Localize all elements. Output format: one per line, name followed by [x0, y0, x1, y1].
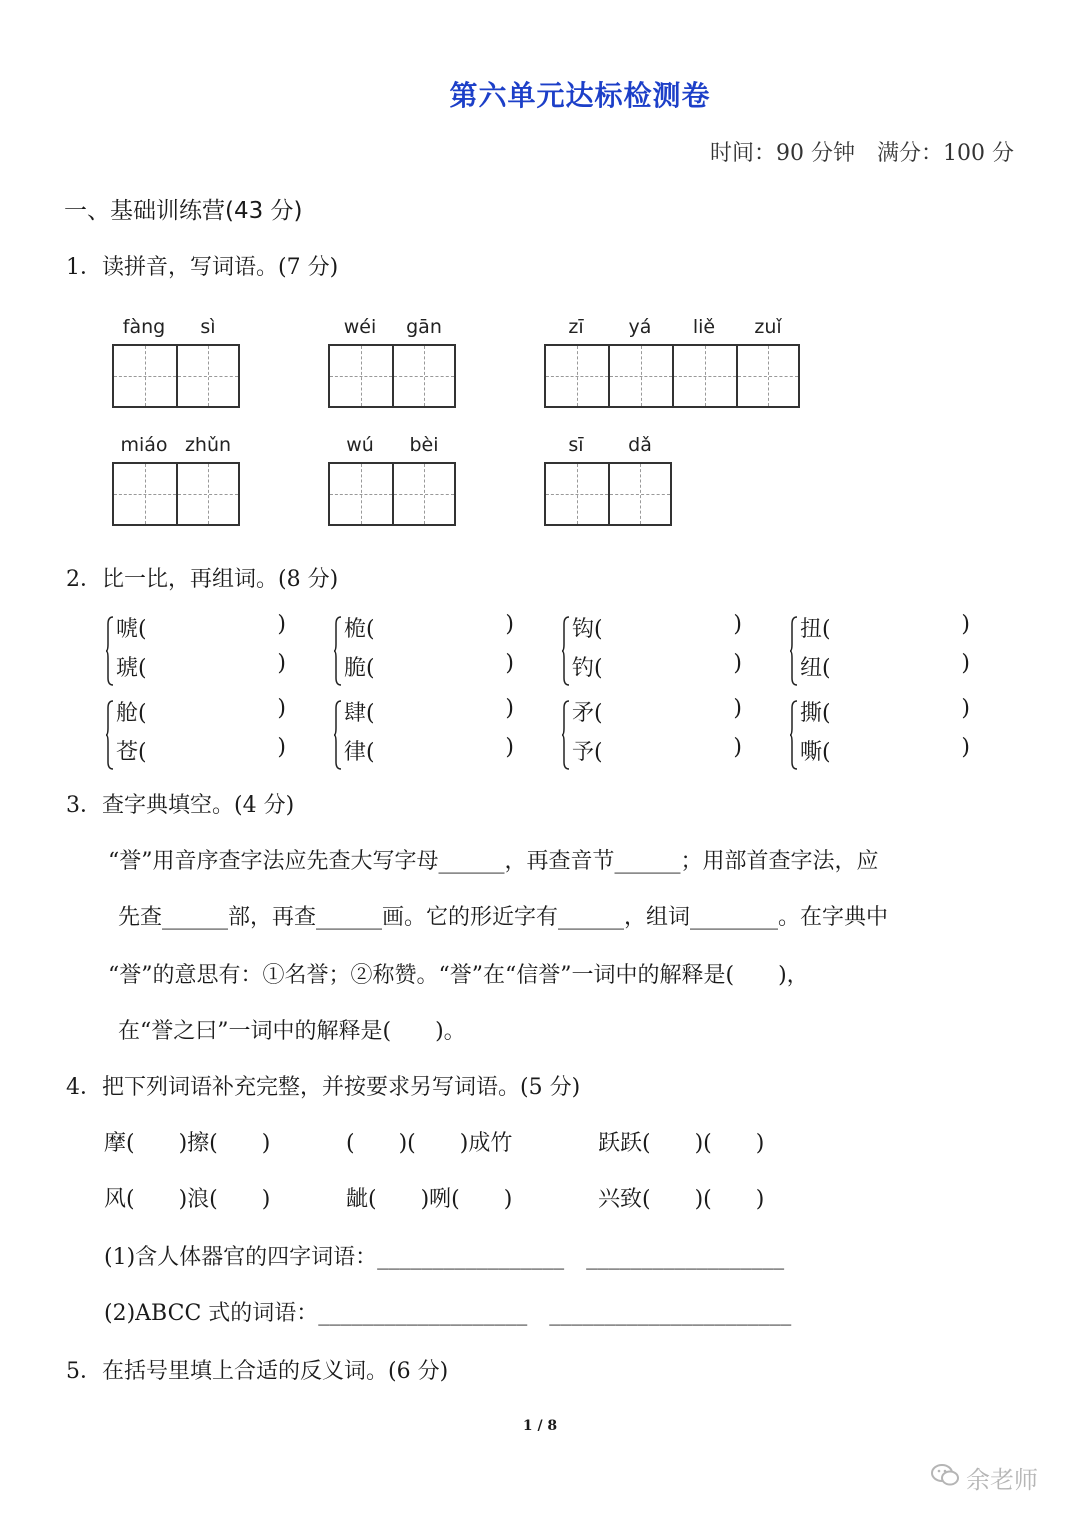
writing-box[interactable]: [544, 462, 608, 526]
brace-icon: [562, 616, 570, 686]
close-paren: ): [505, 612, 514, 637]
compare-pair: [790, 612, 970, 692]
fill-in-line: “誉”用音序查字法应先查大写字母______，再查音节______；用部首查字法，应: [108, 849, 879, 874]
pinyin-grid-3: [544, 310, 800, 408]
idiom-blank: 摩( )擦( ): [104, 1131, 271, 1156]
compare-pair: [334, 612, 514, 692]
compare-char: 脆(: [344, 656, 375, 681]
exam-meta: 时间：90 分钟 满分：100 分: [710, 141, 1014, 166]
writing-box[interactable]: [392, 462, 456, 526]
section-heading: 一、基础训练营(43 分): [64, 198, 303, 224]
compare-char: 唬(: [116, 617, 147, 642]
writing-box[interactable]: [176, 462, 240, 526]
pinyin-text: sī: [568, 434, 584, 456]
pinyin-text: fàng: [122, 316, 166, 338]
writing-box[interactable]: [736, 344, 800, 408]
close-paren: ): [961, 696, 970, 721]
compare-char: 嘶(: [800, 740, 831, 765]
writing-box[interactable]: [112, 462, 176, 526]
writing-box[interactable]: [176, 344, 240, 408]
brace-icon: [790, 616, 798, 686]
pinyin-text: gān: [406, 316, 442, 338]
idiom-blank: 龇( )咧( ): [346, 1187, 513, 1212]
close-paren: ): [961, 612, 970, 637]
pinyin-grid-2: [328, 310, 456, 408]
fill-in-line: 先查______部，再查______画。它的形近字有______，组词________。在字典中: [118, 905, 889, 930]
compare-char: 扭(: [800, 617, 831, 642]
close-paren: ): [733, 735, 742, 760]
compare-char: 桅(: [344, 617, 375, 642]
writing-box[interactable]: [672, 344, 736, 408]
pinyin-text: zhǔn: [184, 434, 232, 456]
pinyin-text: wú: [346, 434, 374, 456]
close-paren: ): [505, 651, 514, 676]
writing-box[interactable]: [328, 344, 392, 408]
idiom-blank: 风( )浪( ): [104, 1187, 271, 1212]
pinyin-text: liě: [692, 316, 716, 338]
pinyin-grid-4: [112, 428, 240, 526]
idiom-blank: 兴致( )( ): [598, 1187, 765, 1212]
close-paren: ): [505, 696, 514, 721]
idiom-blank: ( )( )成竹: [346, 1131, 513, 1156]
compare-pair: [562, 696, 742, 776]
compare-char: 钓(: [572, 656, 603, 681]
compare-char: 肆(: [344, 701, 375, 726]
pinyin-grid-5: [328, 428, 456, 526]
writing-box[interactable]: [328, 462, 392, 526]
compare-char: 矛(: [572, 701, 603, 726]
close-paren: ): [277, 612, 286, 637]
close-paren: ): [733, 612, 742, 637]
close-paren: ): [961, 651, 970, 676]
compare-char: 舱(: [116, 701, 147, 726]
pinyin-text: zī: [568, 316, 584, 338]
close-paren: ): [733, 651, 742, 676]
question-5-label: 5．在括号里填上合适的反义词。(6 分): [66, 1359, 449, 1384]
compare-pair: [562, 612, 742, 692]
compare-char: 琥(: [116, 656, 147, 681]
pinyin-text: zuǐ: [754, 316, 782, 338]
compare-char: 苍(: [116, 740, 147, 765]
sub-question: (1)含人体器官的四字词语：_________________ __________________: [104, 1245, 785, 1270]
pinyin-text: miáo: [120, 434, 168, 456]
brace-icon: [790, 700, 798, 770]
close-paren: ): [505, 735, 514, 760]
brace-icon: [106, 700, 114, 770]
pinyin-text: sì: [200, 316, 216, 338]
writing-box[interactable]: [608, 462, 672, 526]
compare-pair: [106, 696, 286, 776]
compare-char: 钩(: [572, 617, 603, 642]
pinyin-text: bèi: [409, 434, 439, 456]
compare-char: 律(: [344, 740, 375, 765]
writing-box[interactable]: [392, 344, 456, 408]
wechat-icon: [930, 1462, 960, 1494]
question-4-label: 4．把下列词语补充完整，并按要求另写词语。(5 分): [66, 1075, 581, 1100]
fill-in-line: “誉”的意思有：①名誉；②称赞。“誉”在“信誉”一词中的解释是( )，: [108, 963, 809, 988]
idiom-blank: 跃跃( )( ): [598, 1131, 765, 1156]
brace-icon: [334, 616, 342, 686]
close-paren: ): [733, 696, 742, 721]
close-paren: ): [277, 696, 286, 721]
page-title: 第六单元达标检测卷: [449, 79, 711, 112]
fill-in-line: 在“誉之曰”一词中的解释是( )。: [118, 1019, 466, 1044]
pinyin-text: dǎ: [628, 434, 652, 456]
compare-char: 撕(: [800, 701, 831, 726]
writing-box[interactable]: [112, 344, 176, 408]
compare-char: 予(: [572, 740, 603, 765]
close-paren: ): [277, 735, 286, 760]
page-number: 1 / 8: [522, 1418, 558, 1434]
compare-pair: [106, 612, 286, 692]
watermark: [930, 1460, 1038, 1495]
brace-icon: [562, 700, 570, 770]
sub-question: (2)ABCC 式的词语：___________________ ______________________: [104, 1301, 792, 1326]
close-paren: ): [961, 735, 970, 760]
brace-icon: [334, 700, 342, 770]
watermark-text: 余老师: [966, 1466, 1038, 1494]
pinyin-grid-1: [112, 310, 240, 408]
pinyin-text: yá: [628, 316, 652, 338]
question-2-label: 2．比一比，再组词。(8 分): [66, 567, 339, 592]
brace-icon: [106, 616, 114, 686]
compare-char: 纽(: [800, 656, 831, 681]
compare-pair: [790, 696, 970, 776]
pinyin-grid-6: [544, 428, 672, 526]
pinyin-text: wéi: [343, 316, 377, 338]
question-3-label: 3．查字典填空。(4 分): [66, 793, 295, 818]
writing-box[interactable]: [544, 344, 608, 408]
compare-pair: [334, 696, 514, 776]
question-1-label: 1．读拼音，写词语。(7 分): [66, 255, 339, 280]
close-paren: ): [277, 651, 286, 676]
writing-box[interactable]: [608, 344, 672, 408]
